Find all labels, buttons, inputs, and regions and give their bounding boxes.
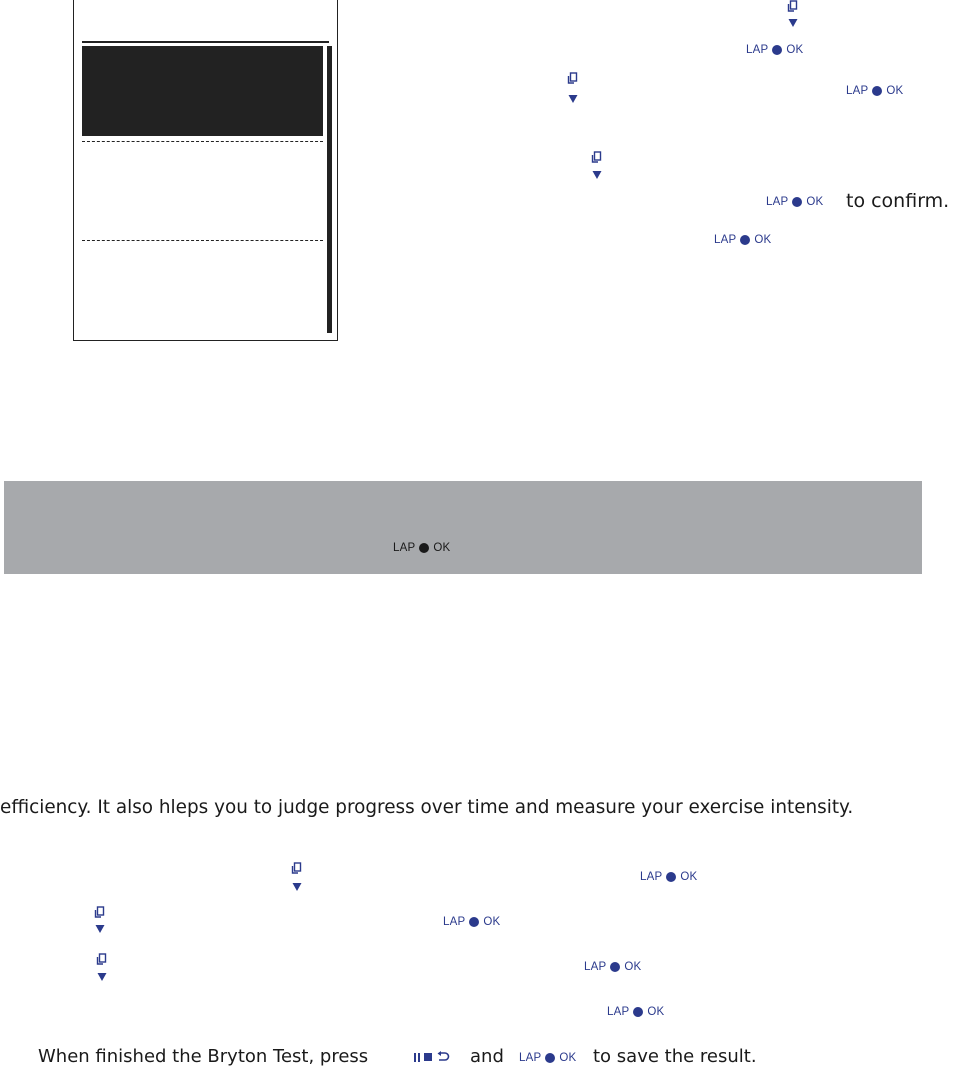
ok-label: OK (624, 961, 642, 973)
lap-ok-button-icon (640, 871, 697, 883)
ok-label: OK (647, 1006, 665, 1018)
ok-label: OK (680, 871, 698, 883)
ok-label: OK (886, 85, 904, 97)
back-arrow-icon (436, 1051, 450, 1063)
lap-ok-dot (633, 1007, 643, 1017)
page-button-icon (96, 953, 108, 985)
lap-ok-button-icon (607, 1006, 664, 1018)
lap-ok-dot (792, 197, 802, 207)
lap-ok-button-icon (584, 961, 641, 973)
ok-label: OK (559, 1052, 577, 1064)
lap-ok-button-icon (746, 44, 803, 56)
confirm-text: to confirm. (846, 190, 950, 212)
screen-header-divider (82, 41, 329, 43)
final-instruction-and: and (470, 1046, 504, 1067)
ok-label: OK (806, 196, 824, 208)
pause-bar (418, 1053, 420, 1062)
page-button-icon (787, 0, 799, 30)
pause-bar (414, 1053, 416, 1062)
ok-label: OK (433, 542, 451, 554)
lap-ok-button-icon (443, 916, 500, 928)
menu-divider (82, 141, 323, 142)
lap-ok-dot (419, 543, 429, 553)
lap-ok-dot (545, 1053, 555, 1063)
final-instruction-prefix: When finished the Bryton Test, press (38, 1046, 369, 1067)
ok-label: OK (786, 44, 804, 56)
stop-square (424, 1053, 432, 1061)
lap-ok-dot (666, 872, 676, 882)
lap-ok-button-icon (846, 85, 903, 97)
ok-label: OK (754, 234, 772, 246)
lap-label: LAP (519, 1052, 542, 1064)
lap-ok-button-icon (393, 542, 450, 554)
lap-label: LAP (443, 916, 466, 928)
lap-label: LAP (766, 196, 789, 208)
lap-ok-button-icon (519, 1052, 576, 1064)
lap-label: LAP (846, 85, 869, 97)
highlighted-menu-item (82, 46, 323, 136)
page-button-icon (591, 151, 603, 183)
lap-label: LAP (584, 961, 607, 973)
note-box (4, 481, 922, 574)
lap-ok-dot (772, 45, 782, 55)
lap-label: LAP (746, 44, 769, 56)
lap-ok-dot (740, 235, 750, 245)
lap-label: LAP (640, 871, 663, 883)
screen-scrollbar (327, 46, 332, 333)
page-button-icon (567, 72, 579, 106)
lap-ok-button-icon (714, 234, 771, 246)
final-instruction-suffix: to save the result. (593, 1046, 757, 1067)
pause-stop-back-icon (414, 1051, 450, 1063)
lap-label: LAP (393, 542, 416, 554)
menu-divider (82, 240, 323, 241)
page-button-icon (291, 862, 303, 894)
ok-label: OK (483, 916, 501, 928)
lap-label: LAP (607, 1006, 630, 1018)
lap-label: LAP (714, 234, 737, 246)
efficiency-sentence: efficiency. It also hleps you to judge progress over time and measure your exercise intensity. (0, 797, 854, 818)
page-button-icon (94, 906, 106, 938)
device-screen (73, 0, 338, 341)
lap-ok-dot (610, 962, 620, 972)
lap-ok-dot (872, 86, 882, 96)
lap-ok-dot (469, 917, 479, 927)
lap-ok-button-icon (766, 196, 823, 208)
